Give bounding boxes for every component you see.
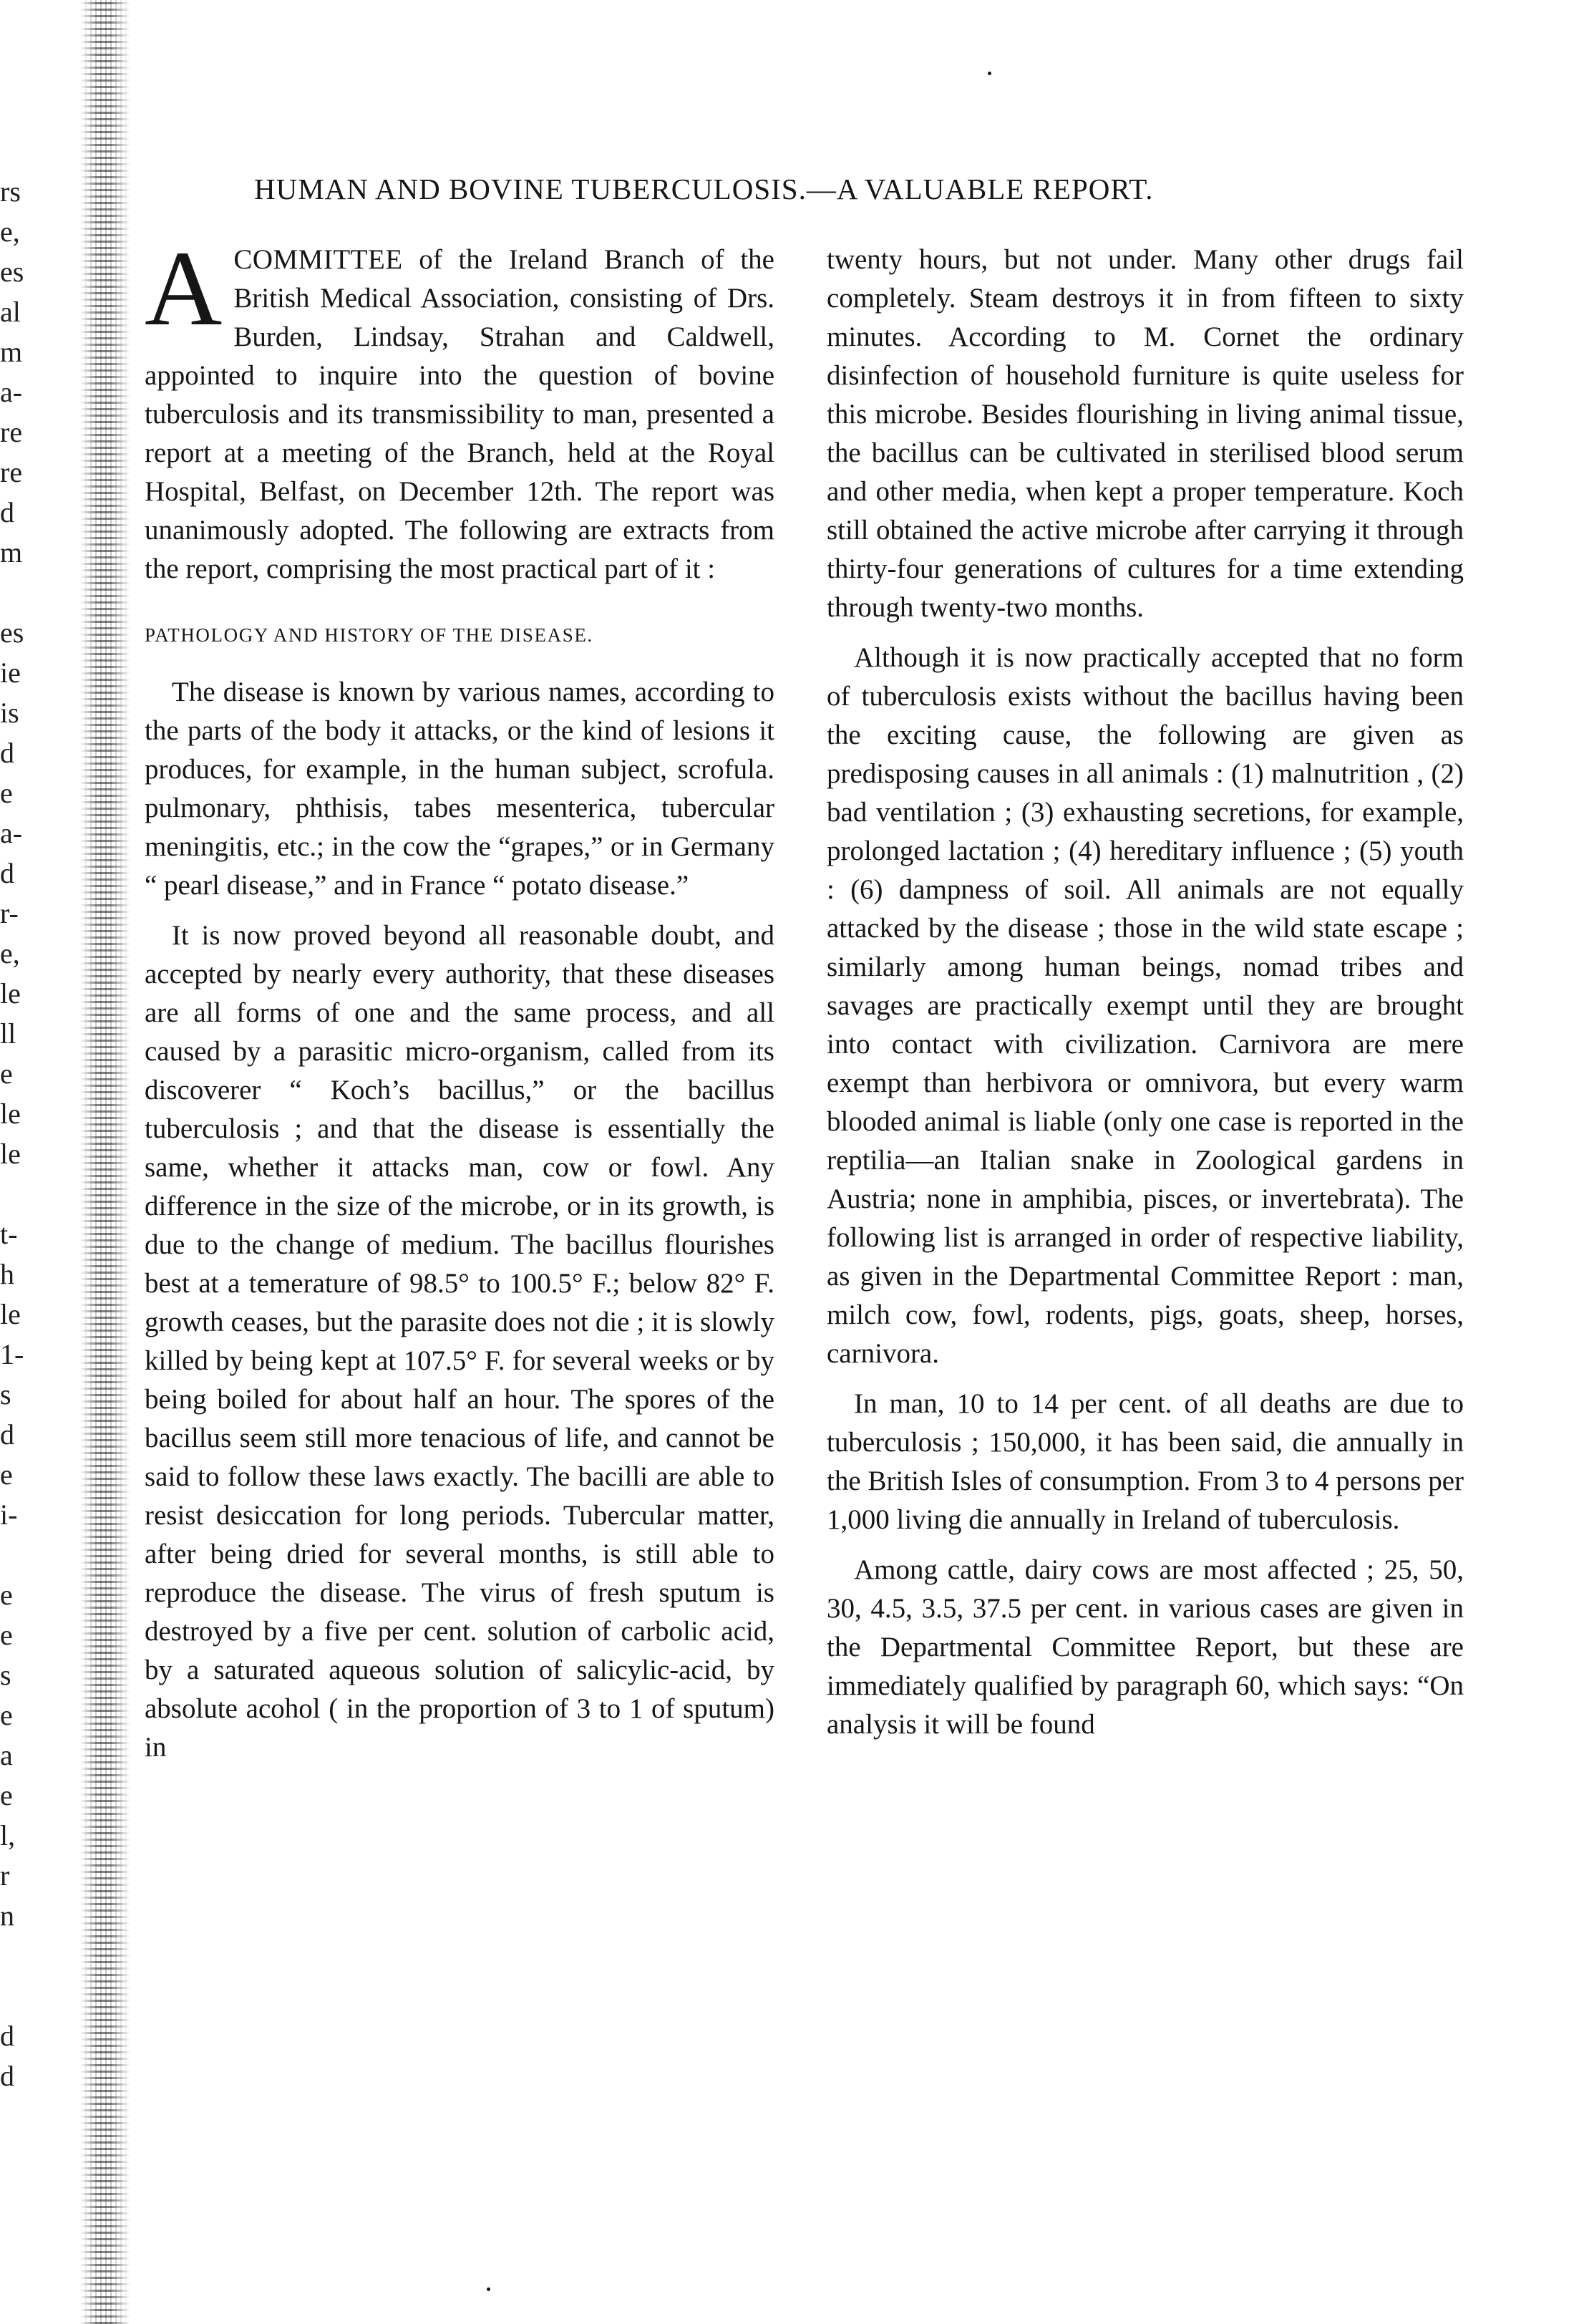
margin-fragment bbox=[0, 1174, 64, 1214]
margin-fragment: le bbox=[0, 1098, 21, 1130]
margin-fragment bbox=[0, 1976, 64, 2016]
margin-fragment: a- bbox=[0, 817, 23, 849]
margin-fragment: d bbox=[0, 737, 14, 769]
margin-fragment: n bbox=[0, 1899, 14, 1932]
body-paragraph: Although it is now practically accepted that no form of tuberculosis exists without the bacillus having been the exciting cause, the following are given as predisposing causes in all animals : (1) malnutrition , (2) bad ventilation ; (3) exhausting secretions, for example, prolonged lactation ; (4) hereditary influence ; (5) youth : (6) dampness of soil. All animals are not equally attacked by the disease ; those in the wild state escape ; similarly among human beings, nomad tribes and savages are practically exempt until they are brought into contact with civilization. Carnivora are mere exempt than herbivora or omnivora, but every warm blooded animal is liable (only one case is reported in the reptilia—an Italian snake in Zoological gardens in Austria; none in amphibia, pisces, or invertebrata). The following list is arranged in order of respective liability, as given in the Departmental Committee Report : man, milch cow, fowl, rodents, pigs, goats, sheep, horses, carnivora. bbox=[827, 642, 1464, 1369]
margin-fragment: rs bbox=[0, 175, 21, 208]
body-paragraph: It is now proved beyond all reasonable doubt, and accepted by nearly every authority, that these diseases are all forms of one and the same process, and all caused by a parasitic micro-organism, called from its discoverer “ Koch’s bacillus,” or the bacillus tuberculosis ; and that the disease is essentially the same, whether it attacks man, cow or fowl. Any difference in the size of the microbe, or in its growth, is due to the change of medium. The bacillus flourishes best at a temerature of 98.5° to 100.5° F.; below 82° F. growth ceases, but the parasite does not die ; it is slowly killed by being kept at 107.5° F. for several weeks or by being boiled for about half an hour. The spores of the bacillus seem still more tenacious of life, and cannot be said to follow these laws exactly. The bacilli are able to resist desiccation for long periods. Tubercular matter, after being dried for several months, is still able to reproduce the disease. The virus of fresh sputum is destroyed by a five per cent. solution of carbolic acid, by a saturated aqueous solution of salicylic-acid, by absolute acohol ( in the proportion of 3 to 1 of sputum) in bbox=[145, 920, 774, 1763]
margin-fragment: is bbox=[0, 697, 19, 729]
margin-fragment: le bbox=[0, 977, 21, 1010]
body-paragraph: In man, 10 to 14 per cent. of all deaths are due to tuberculosis ; 150,000, it has been said, die annually in the British Isles of consumption. From 3 to 4 persons per 1,000 living die annually in Ireland of tuberculosis. bbox=[827, 1388, 1464, 1535]
margin-fragment: m bbox=[0, 536, 23, 568]
intro-paragraph bbox=[145, 229, 774, 589]
margin-fragment: es bbox=[0, 616, 24, 649]
body-paragraph: Among cattle, dairy cows are most affected ; 25, 50, 30, 4.5, 3.5, 37.5 per cent. in various cases are given in the Departmental Committee Report, but these are immediately qualified by paragraph 60, which says: “On analysis it will be found bbox=[827, 1554, 1464, 1740]
margin-fragment: ll bbox=[0, 1017, 16, 1050]
margin-fragment: a bbox=[0, 1739, 13, 1771]
margin-fragment: r- bbox=[0, 897, 19, 929]
margin-fragment: h bbox=[0, 1258, 14, 1290]
margin-fragment: 1- bbox=[0, 1338, 24, 1370]
margin-fragment: l, bbox=[0, 1819, 16, 1851]
intro-text: of the Ireland Branch of the British Medical Association, consisting of Drs. Burden, Lindsay, Strahan and Caldwell, appointed to inquire into the question of bovine tuberculosis and its transmissibility to man, presented a report at a meeting of the Branch, held at the Royal Hospital, Belfast, on December 12th. The report was unanimously adopted. The following are extracts from the report, comprising the most practical part of it : bbox=[145, 244, 774, 584]
margin-fragment: e bbox=[0, 1458, 13, 1491]
margin-fragment: e bbox=[0, 1779, 13, 1811]
margin-fragment: d bbox=[0, 857, 14, 889]
margin-fragment: d bbox=[0, 1418, 14, 1451]
margin-fragment: d bbox=[0, 2020, 14, 2052]
margin-fragment: e, bbox=[0, 937, 20, 969]
margin-fragment bbox=[0, 1936, 64, 1976]
ink-speck bbox=[487, 2287, 490, 2291]
right-column bbox=[827, 241, 1464, 1756]
margin-fragment: e bbox=[0, 777, 13, 809]
article-title: HUMAN AND BOVINE TUBERCULOSIS.—A VALUABLE REPORT. bbox=[254, 173, 1154, 205]
binding-gutter bbox=[80, 0, 130, 2324]
margin-fragment: m bbox=[0, 336, 23, 368]
previous-page-column-fragments bbox=[0, 172, 64, 2096]
margin-fragment bbox=[0, 1535, 64, 1575]
margin-fragment bbox=[0, 573, 64, 613]
margin-fragment: re bbox=[0, 456, 23, 488]
margin-fragment: s bbox=[0, 1378, 11, 1410]
margin-fragment: e bbox=[0, 1057, 13, 1090]
margin-fragment: le bbox=[0, 1298, 21, 1330]
ink-speck bbox=[988, 72, 991, 75]
left-column bbox=[145, 229, 774, 1778]
margin-fragment: al bbox=[0, 296, 21, 328]
lead-word: COMMITTEE bbox=[233, 244, 403, 275]
continued-paragraph: twenty hours, but not under. Many other drugs fail completely. Steam destroys it in from fifteen to sixty minutes. According to M. Cornet the ordinary disinfection of household furniture is quite useless for this microbe. Besides flourishing in living animal tissue, the bacillus can be cultivated in sterilised blood serum and other media, when kept a proper temperature. Koch still obtained the active microbe after carrying it through thirty-four generations of cultures for a time extending through twenty-two months. bbox=[827, 244, 1464, 623]
margin-fragment: e bbox=[0, 1699, 13, 1731]
margin-fragment: e, bbox=[0, 216, 20, 248]
margin-fragment: es bbox=[0, 256, 24, 288]
margin-fragment: d bbox=[0, 2060, 14, 2092]
body-paragraph: The disease is known by various names, according to the parts of the body it attacks, or the kind of lesions it produces, for example, in the human subject, scrofula. pulmonary, phthisis, tabes mesenterica, tubercular meningitis, etc.; in the cow the “grapes,” or in Germany “ pearl disease,” and in France “ potato disease.” bbox=[145, 677, 774, 901]
margin-fragment: re bbox=[0, 416, 23, 448]
drop-cap: A bbox=[145, 229, 223, 348]
margin-fragment: t- bbox=[0, 1218, 18, 1250]
margin-fragment: s bbox=[0, 1659, 11, 1691]
margin-fragment: e bbox=[0, 1579, 13, 1611]
margin-fragment: le bbox=[0, 1138, 21, 1170]
margin-fragment: r bbox=[0, 1859, 10, 1892]
margin-fragment: i- bbox=[0, 1499, 18, 1531]
margin-fragment: e bbox=[0, 1619, 13, 1651]
margin-fragment: ie bbox=[0, 657, 21, 689]
margin-fragment: d bbox=[0, 496, 14, 528]
margin-fragment: a- bbox=[0, 376, 23, 408]
section-heading: PATHOLOGY AND HISTORY OF THE DISEASE. bbox=[145, 624, 593, 646]
